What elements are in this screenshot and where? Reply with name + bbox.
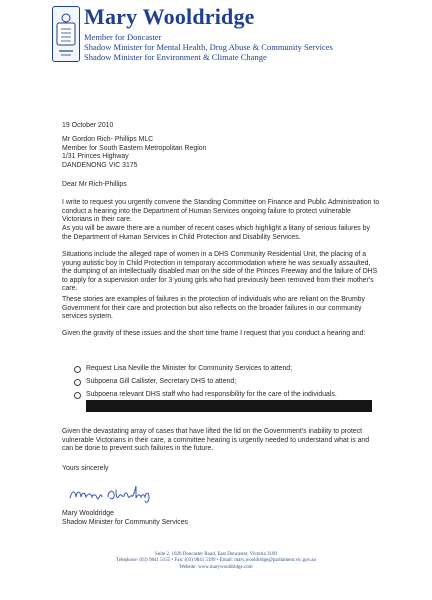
recipient-city: DANDENONG VIC 3175 <box>62 161 138 169</box>
list-item-text: Subpoena Gill Callister, Secretary DHS to attend; <box>86 378 237 385</box>
closing: Yours sincerely <box>62 465 109 472</box>
footer-address: Suite 2, 1020 Doncaster Road, East Doncaster, Victoria 3109 <box>154 552 278 557</box>
request-list <box>74 365 374 404</box>
paragraph-2: As you will be aware there are a number of recent cases which highlight a litany of serious failures by the Department of Human Services in Child Protection and Disability Services. <box>62 225 370 241</box>
salutation: Dear Mr Rich-Phillips <box>62 181 127 188</box>
letterhead-role-shadow-minister-2: Shadow Minister for Environment & Climate Change <box>84 52 267 62</box>
recipient-name: Mr Gordon Rich- Phillips MLC <box>62 136 154 143</box>
recipient-title: Member for South Eastern Metropolitan Region <box>62 144 207 152</box>
recipient-address <box>62 136 206 170</box>
letter-date: 19 October 2010 <box>62 122 114 129</box>
paragraph-1: I write to request you urgently convene the Standing Committee on Finance and Public Administration to conduct a hearing into the Department of Human Services ongoing failure to protect vulnerable Victorians in their care. <box>62 199 380 224</box>
list-item <box>74 365 374 378</box>
parliament-crest-logo <box>52 6 80 62</box>
footer-website: Website: www.marywooldridge.com <box>179 564 253 570</box>
handwritten-signature <box>66 478 176 506</box>
signatory-name: Mary Wooldridge <box>62 510 114 517</box>
letterhead-name: Mary Wooldridge <box>84 4 255 29</box>
circle-bullet-icon <box>74 366 81 373</box>
paragraph-6: Given the devastating array of cases that have lifted the lid on the Government's inability to protect vulnerable Victorians in their care, a committee hearing is urgently needed to understand what is and can be done to prevent such failures in the future. <box>62 428 370 453</box>
footer-contact: Telephone: (03) 9841 5155 • Fax: (03) 9841 5399 • Email: mary.wooldridge@parliament.vic.gov.au <box>116 558 316 564</box>
paragraph-5: Given the gravity of these issues and the short time frame I request that you conduct a hearing and: <box>62 330 366 337</box>
letterhead-role-member: Member for Doncaster <box>84 32 162 42</box>
list-item <box>74 378 374 391</box>
paragraph-3: Situations include the alleged rape of women in a DHS Community Residential Unit, the placing of a young autistic boy in Child Protection in temporary accommodation where he was sexually assaulted, the dumping of an intellectually disabled man on the side of the Princes Freeway and the failure of DHS to apply for a supervision order for 3 young girls who had previously been removed from their mother's care. <box>62 251 378 293</box>
letterhead-footer <box>96 552 336 571</box>
circle-bullet-icon <box>74 379 81 386</box>
letterhead-role-shadow-minister-1: Shadow Minister for Mental Health, Drug Abuse & Community Services <box>84 42 333 52</box>
list-item-text: Request Lisa Neville the Minister for Community Services to attend; <box>86 365 293 372</box>
signatory-title: Shadow Minister for Community Services <box>62 519 188 526</box>
list-item-text: Subpoena relevant DHS staff who had responsibility for the care of the individuals. <box>86 391 337 398</box>
paragraph-4: These stories are examples of failures in the protection of individuals who are reliant on the Brumby Government for their care and protection but also reflects on the broader failures in our community services system. <box>62 296 365 321</box>
circle-bullet-icon <box>74 392 81 399</box>
redaction-bar <box>86 400 372 412</box>
recipient-street: 1/31 Princes Highway <box>62 153 129 161</box>
